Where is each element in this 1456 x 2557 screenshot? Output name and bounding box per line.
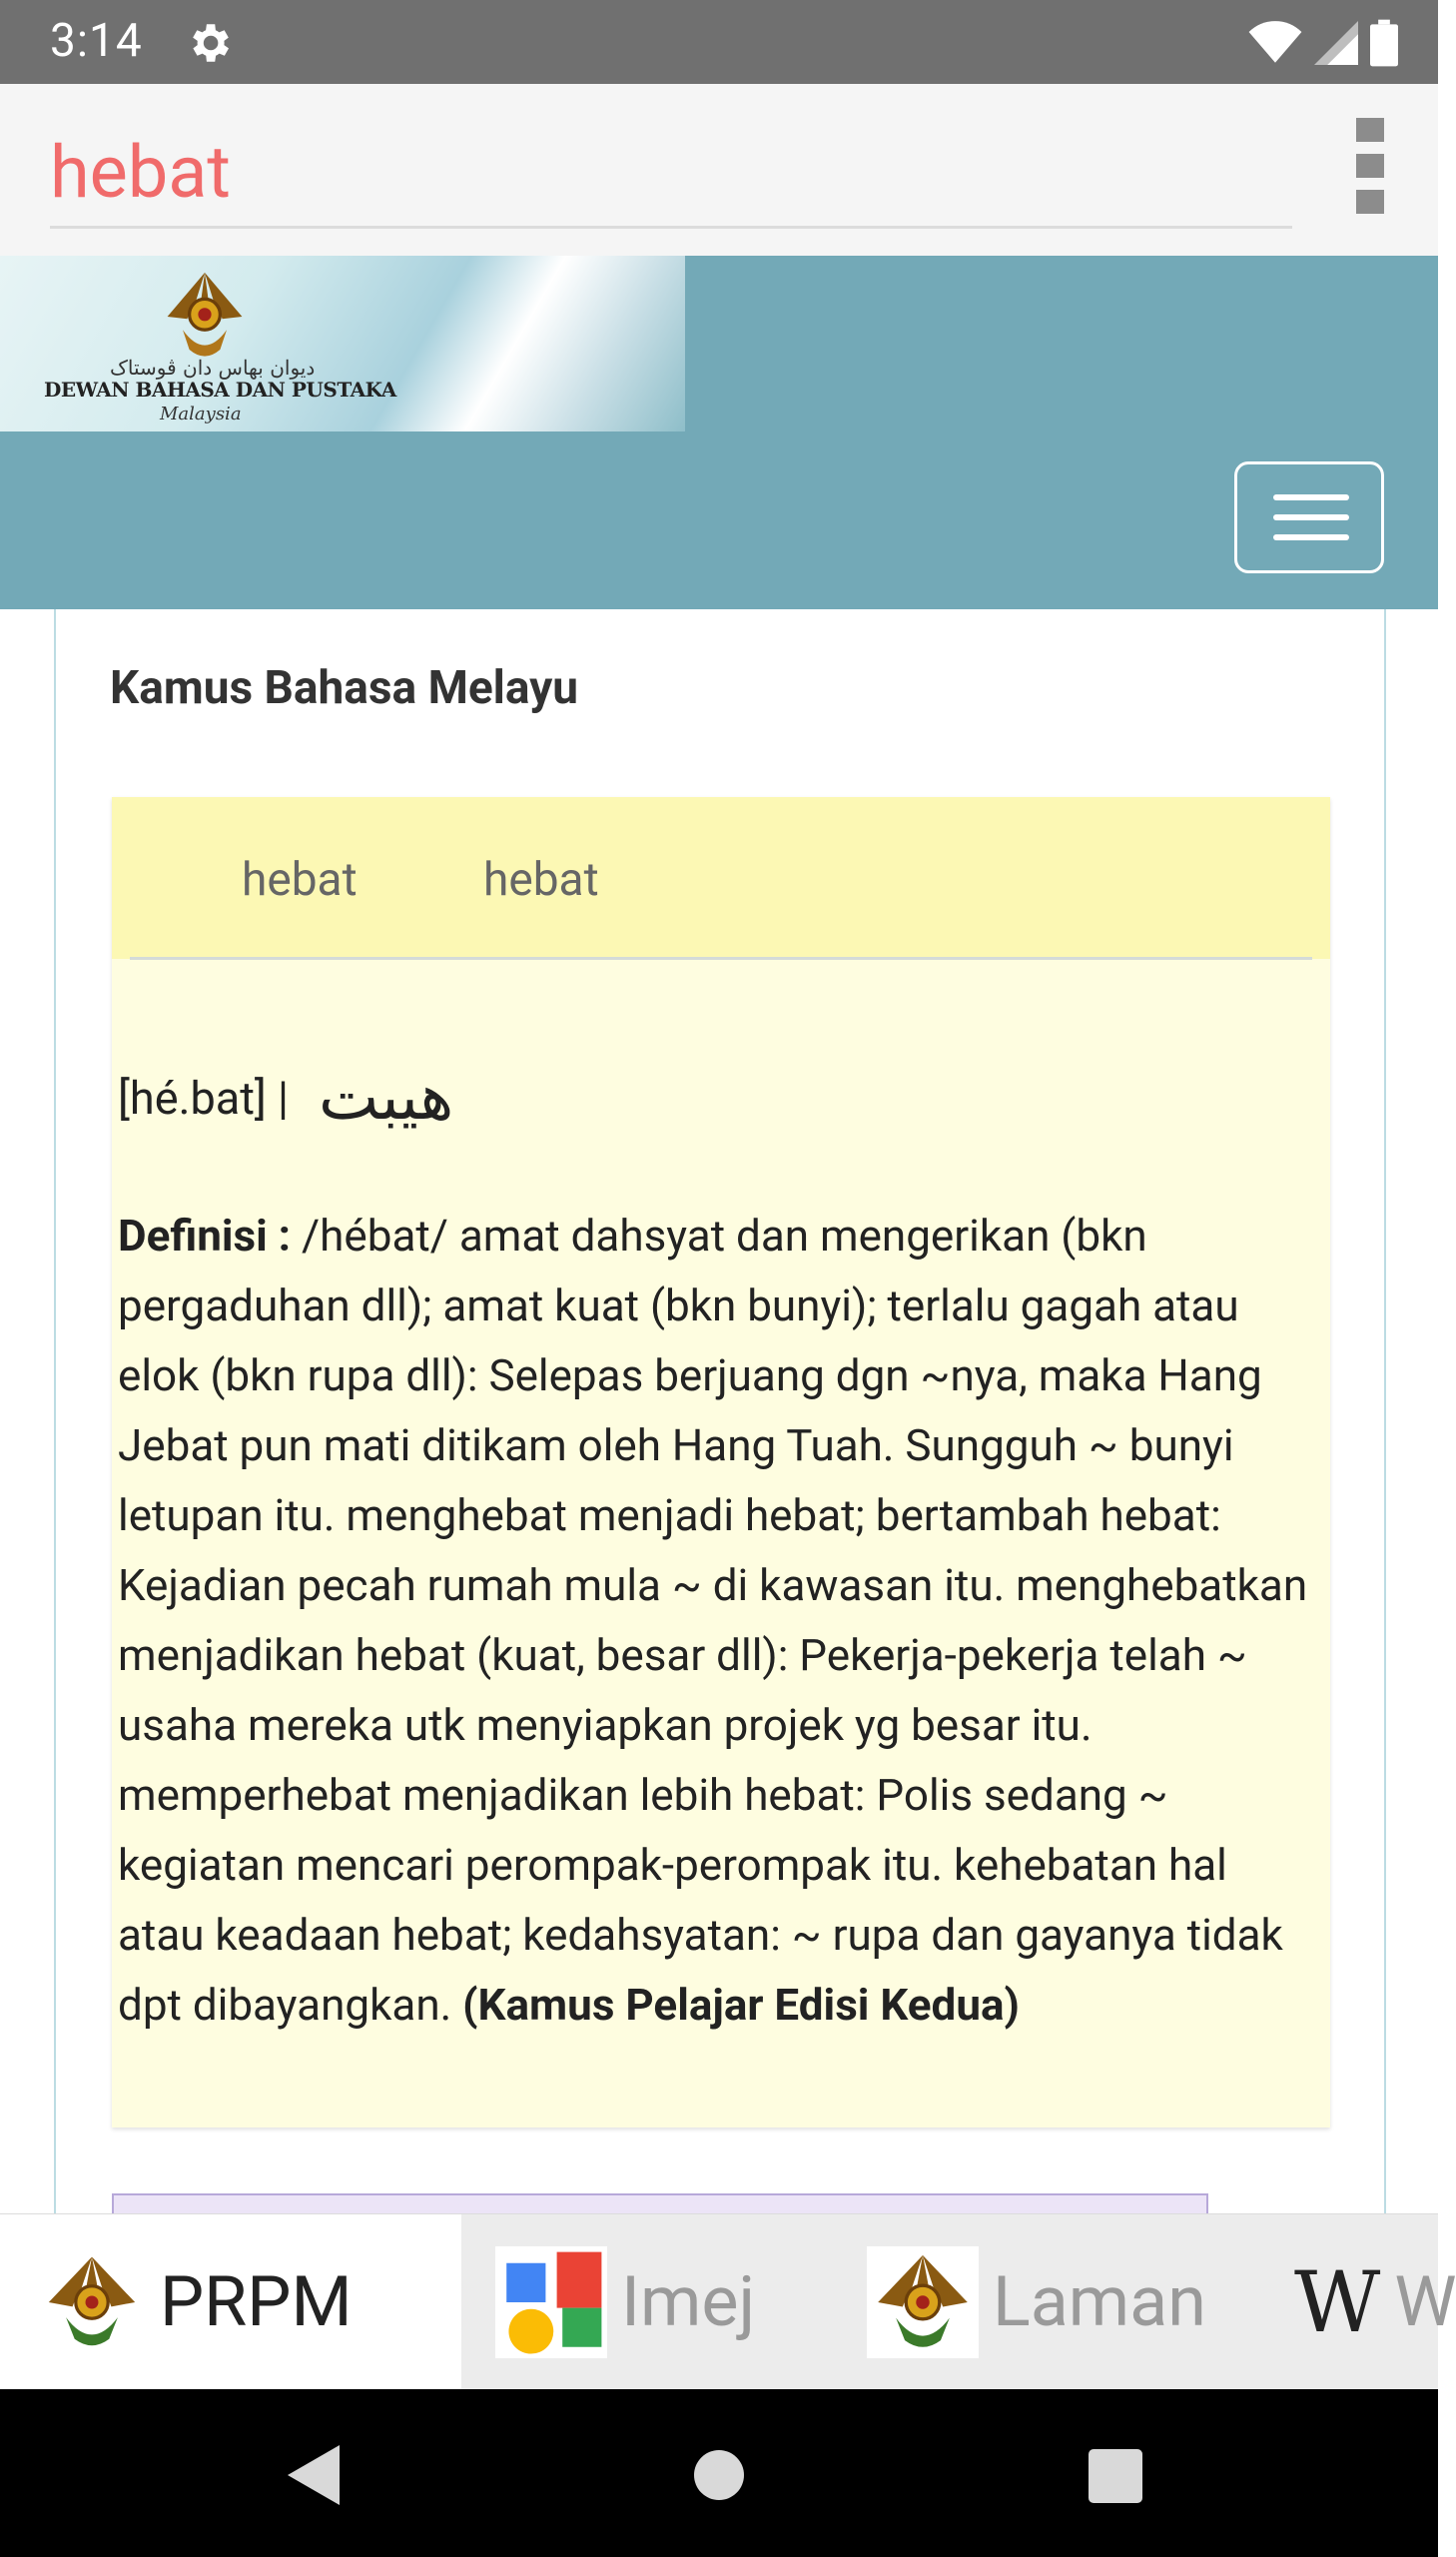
bottom-tab-bar xyxy=(0,2213,1456,2390)
main-content xyxy=(54,609,1386,2213)
site-menu-button[interactable] xyxy=(1234,461,1384,573)
search-underline xyxy=(50,226,1292,229)
cell-signal-icon xyxy=(1314,21,1358,65)
system-nav-bar xyxy=(0,2389,1438,2557)
tab-prpm[interactable] xyxy=(0,2214,461,2390)
definition-source: (Kamus Pelajar Edisi Kedua) xyxy=(462,1979,1020,2031)
dbp-crest-icon xyxy=(38,2246,146,2358)
tab-label-imej: Imej xyxy=(621,2261,756,2343)
google-images-icon xyxy=(495,2246,607,2358)
wifi-icon xyxy=(1248,21,1302,65)
banner-jawi-text: ديوان بهاس دان ڤوستاک xyxy=(110,356,316,380)
banner-name: DEWAN BAHASA DAN PUSTAKA xyxy=(44,378,396,402)
tab-label-laman: Laman xyxy=(993,2261,1206,2343)
wikipedia-icon: W xyxy=(1294,2253,1381,2351)
pronunciation: [hé.bat] | xyxy=(118,1071,289,1125)
tab-laman[interactable] xyxy=(867,2214,1206,2390)
jawi-spelling: هيبت xyxy=(319,1061,454,1135)
tab-imej[interactable] xyxy=(495,2214,755,2390)
status-bar xyxy=(0,0,1438,84)
back-icon[interactable] xyxy=(288,2445,344,2505)
settings-gear-icon xyxy=(184,18,234,68)
pronunciation-row xyxy=(118,1061,453,1135)
site-header xyxy=(0,256,1438,609)
overflow-menu-icon[interactable] xyxy=(1356,118,1384,214)
search-bar xyxy=(0,84,1438,256)
definition-label: Definisi : xyxy=(118,1210,303,1262)
dbp-crest-icon xyxy=(867,2246,979,2358)
tab-label-prpm: PRPM xyxy=(160,2261,353,2343)
tab-label-wikipedia: W xyxy=(1394,2261,1456,2343)
definition-text: /hébat/ amat dahsyat dan mengerikan (bkn pergaduhan dll); amat kuat (bkn bunyi); terlalu gagah atau elok (bkn rupa dll): Selepas berjuang dgn ~nya, maka Hang Jebat pun mati ditikam oleh Hang Tuah. Sungguh ~ bunyi letupan itu. menghebat menjadi hebat; bertambah hebat: Kejadian pecah rumah mula ~ di kawasan itu. menghebatkan menjadikan hebat (kuat, besar dll): Pekerja-pekerja telah ~ usaha mereka utk menyiapkan projek yg besar itu. memperhebat menjadikan lebih hebat: Polis sedang ~ kegiatan mencari perompak-perompak itu. kehebatan hal atau keadaan hebat; kedahsyatan: ~ rupa dan gayanya tidak dpt dibayangkan. xyxy=(118,1210,1308,2031)
tab-wikipedia[interactable] xyxy=(1294,2214,1456,2390)
entry-tabs xyxy=(112,797,1330,959)
definition xyxy=(118,1201,1316,2040)
search-input[interactable]: hebat xyxy=(50,130,231,215)
banner-country: Malaysia xyxy=(160,404,242,425)
dictionary-entry-card xyxy=(112,797,1330,2128)
dbp-banner[interactable] xyxy=(0,256,685,431)
section-title: Kamus Bahasa Melayu xyxy=(110,661,579,715)
recents-icon[interactable] xyxy=(1089,2449,1142,2503)
status-time: 3:14 xyxy=(50,14,143,68)
entry-tab-2[interactable]: hebat xyxy=(483,853,599,907)
battery-icon xyxy=(1370,19,1398,67)
home-icon[interactable] xyxy=(693,2449,745,2501)
entry-tab-1[interactable]: hebat xyxy=(242,853,358,907)
tab-divider xyxy=(130,957,1312,960)
